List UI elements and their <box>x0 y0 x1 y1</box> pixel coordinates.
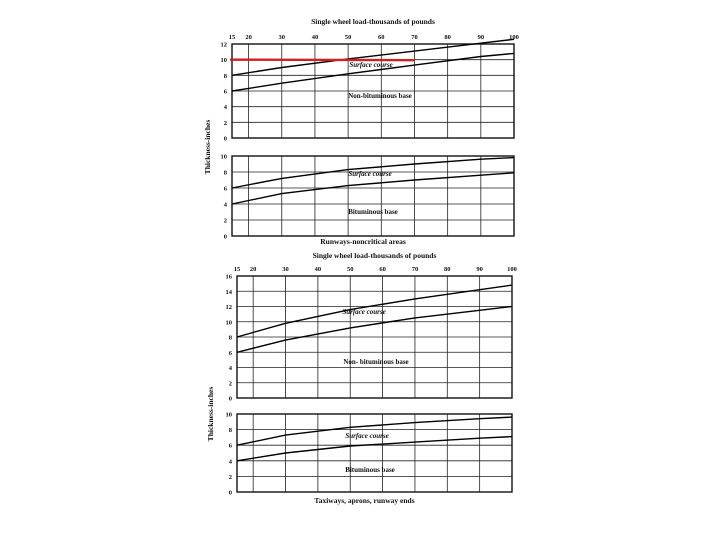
y-tick-label: 8 <box>223 72 227 80</box>
x-tick-label: 60 <box>378 34 385 41</box>
y-tick-label: 6 <box>223 88 227 96</box>
y-tick-label: 2 <box>223 119 227 127</box>
y-tick-label: 4 <box>228 458 232 466</box>
x-axis-label: Runways-noncritical areas <box>320 237 406 246</box>
x-tick-label: 70 <box>411 266 419 273</box>
x-tick-label: 50 <box>344 34 352 41</box>
x-tick-label: 40 <box>311 34 319 41</box>
y-tick-label: 2 <box>228 473 232 481</box>
x-tick-label: 30 <box>278 34 286 41</box>
y-tick-label: 12 <box>220 41 227 49</box>
surface-course-label: Surface course <box>348 170 392 178</box>
y-tick-label: 0 <box>228 395 232 403</box>
x-tick-label: 40 <box>314 266 322 273</box>
y-tick-label: 4 <box>228 365 232 372</box>
y-tick-label: 2 <box>228 380 232 388</box>
x-tick-label: 60 <box>379 266 386 273</box>
x-tick-label: 20 <box>245 34 252 41</box>
y-tick-label: 8 <box>228 427 232 435</box>
x-tick-label: 80 <box>444 34 451 41</box>
chart-title: Single wheel load-thousands of pounds <box>312 251 437 260</box>
surface-course-label: Surface course <box>342 308 386 316</box>
x-tick-label: 70 <box>411 34 418 41</box>
y-tick-label: 4 <box>223 104 227 112</box>
y-tick-label: 0 <box>223 135 227 143</box>
y-tick-label: 2 <box>223 217 227 225</box>
base-course-label: Non- bituminous base <box>343 358 409 366</box>
y-tick-label: 12 <box>225 304 232 311</box>
series-line <box>237 437 512 461</box>
y-axis-label: Thickness-inches <box>203 119 212 175</box>
base-course-label: Bituminous base <box>348 208 398 216</box>
y-tick-label: 8 <box>223 169 227 177</box>
y-tick-label: 10 <box>225 319 232 327</box>
highlight-line <box>230 60 414 61</box>
base-course-label: Bituminous base <box>345 466 395 474</box>
x-tick-label: 30 <box>282 266 289 273</box>
x-axis-label: Taxiways, aprons, runway ends <box>314 496 415 505</box>
surface-course-label: Surface course <box>345 432 389 440</box>
x-tick-label: 90 <box>476 266 483 273</box>
base-course-label: Non-bituminous base <box>348 92 412 100</box>
x-tick-label: 80 <box>444 266 451 273</box>
y-tick-label: 0 <box>228 489 232 497</box>
x-tick-label: 15 <box>228 34 236 41</box>
y-tick-label: 16 <box>225 273 232 281</box>
x-tick-label: 15 <box>233 266 241 273</box>
surface-course-label: Surface course <box>349 61 393 69</box>
y-axis-label: Thickness-inches <box>206 386 215 442</box>
y-tick-label: 6 <box>228 349 232 357</box>
x-tick-label: 20 <box>249 266 257 273</box>
y-tick-label: 14 <box>225 288 232 296</box>
y-tick-label: 10 <box>220 153 227 161</box>
chart-title: Single wheel load-thousands of pounds <box>311 17 435 26</box>
y-tick-label: 4 <box>223 201 227 209</box>
y-tick-label: 10 <box>225 411 232 419</box>
x-tick-label: 50 <box>346 266 354 273</box>
x-tick-label: 90 <box>477 34 485 41</box>
y-tick-label: 6 <box>223 185 227 193</box>
x-tick-label: 100 <box>509 34 519 41</box>
y-tick-label: 10 <box>220 57 227 65</box>
y-tick-label: 8 <box>228 334 232 342</box>
x-tick-label: 100 <box>507 266 517 273</box>
y-tick-label: 0 <box>223 233 227 241</box>
y-tick-label: 6 <box>228 442 232 450</box>
